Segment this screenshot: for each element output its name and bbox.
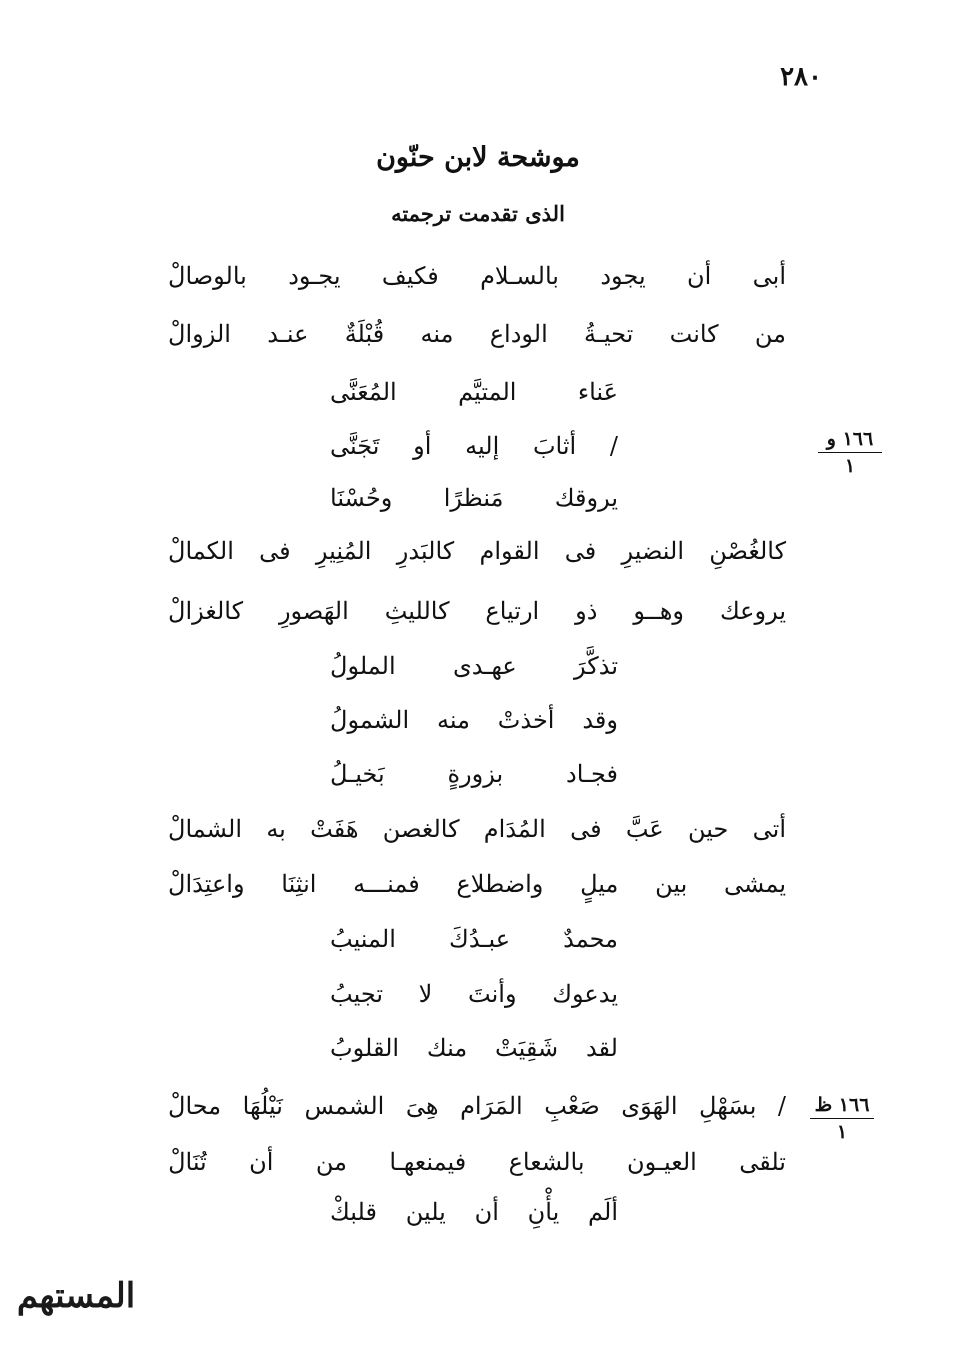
poem-word: به: [266, 815, 286, 843]
poem-word: قلبكْ: [330, 1198, 377, 1226]
poem-word: منك: [426, 1034, 468, 1062]
poem-word: فجـاد: [566, 760, 618, 788]
poem-word: الشمولُ: [330, 706, 410, 734]
poem-word: كالغصن: [382, 815, 460, 843]
poem-word: بالسـلام: [480, 262, 559, 290]
poem-word: واضطلاع: [456, 870, 544, 898]
poem-word: عبـدُكَ: [449, 925, 511, 953]
poem-word: أتى: [752, 815, 786, 843]
poem-word: هِىَ: [405, 1092, 439, 1120]
poem-word: العيـون: [626, 1148, 697, 1176]
library-logo: المستهم: [16, 1276, 136, 1316]
poem-word: تذكَّرَ: [574, 652, 618, 680]
poem-word: تُنَالْ: [168, 1148, 207, 1176]
folio-marker: [818, 428, 882, 477]
poem-word: كانت: [669, 320, 719, 348]
poem-word: الهَوَى: [621, 1092, 678, 1120]
poem-word: عَناء: [577, 378, 618, 406]
poem-word: الملولُ: [330, 652, 396, 680]
poem-word: يروعك: [719, 597, 786, 625]
poem-word: فى: [564, 537, 597, 565]
poem-word: يمشى: [724, 870, 786, 898]
poem-word: أبى: [752, 262, 786, 290]
poem-word: كالغزالْ: [168, 597, 244, 625]
poem-word: منه: [420, 320, 454, 348]
poem-word: بالشعاع: [508, 1148, 585, 1176]
poem-word: لا: [418, 980, 433, 1008]
poem-word: ميلٍ: [580, 870, 619, 898]
poem-line: [330, 378, 618, 406]
poem-word: فى: [259, 537, 291, 565]
poem-word: مَنظرًا: [443, 484, 504, 512]
poem-line: [330, 1198, 618, 1226]
folio-marker-bottom: ١: [836, 1121, 848, 1143]
poem-word: يدعوك: [552, 980, 618, 1008]
poem-word: أن: [686, 262, 712, 290]
poem-word: النضيرِ: [621, 537, 685, 565]
poem-word: محمدٌ: [563, 925, 618, 953]
poem-word: يأْنِ: [527, 1198, 560, 1226]
poem-line: [168, 597, 786, 625]
poem-line: [330, 760, 618, 788]
poem-word: أن: [474, 1198, 499, 1226]
poem-word: يجـود: [288, 262, 341, 290]
poem-word: تَجَنَّى: [330, 432, 380, 460]
poem-word: حين: [688, 815, 729, 843]
poem-word: الهَصورِ: [278, 597, 349, 625]
poem-word: المُنِيرِ: [315, 537, 372, 565]
poem-line: [168, 1148, 786, 1176]
poem-word: القوام: [479, 537, 540, 565]
poem-word: فيمنعهـا: [389, 1148, 467, 1176]
poem-word: ذو: [575, 597, 598, 625]
poem-word: كالغُصْنِ: [709, 537, 786, 565]
poem-word: الشمالْ: [168, 815, 243, 843]
poem-word: يلين: [405, 1198, 446, 1226]
poem-word: المتيَّم: [458, 378, 517, 406]
poem-word: وحُسْنَا: [330, 484, 393, 512]
poem-word: ارتياع: [485, 597, 540, 625]
poem-word: فمنـــه: [353, 870, 420, 898]
poem-word: وأنتَ: [468, 980, 517, 1008]
poem-word: من: [754, 320, 786, 348]
poem-word: عهـدى: [452, 652, 517, 680]
poem-word: أن: [249, 1148, 274, 1176]
poem-word: صَعْبِ: [544, 1092, 600, 1120]
poem-word: واعتِدَالْ: [168, 870, 245, 898]
poem-word: بزورةٍ: [447, 760, 504, 788]
poem-word: هَفَتْ: [310, 815, 359, 843]
poem-word: انثِنَا: [281, 870, 317, 898]
poem-word: عنـد: [267, 320, 309, 348]
poem-word: لقد: [585, 1034, 618, 1062]
poem-word: المنيبُ: [330, 925, 396, 953]
poem-line: [330, 980, 618, 1008]
poem-word: /: [777, 1092, 786, 1120]
poem-word: بَخيـلُ: [330, 760, 385, 788]
poem-word: الكمالْ: [168, 537, 234, 565]
poem-word: منه: [436, 706, 470, 734]
folio-marker: [810, 1094, 874, 1143]
poem-line: [168, 870, 786, 898]
poem-word: الزوالْ: [168, 320, 231, 348]
poem-word: تجيبُ: [330, 980, 383, 1008]
poem-word: يروقك: [554, 484, 618, 512]
poem-line: [330, 652, 618, 680]
poem-line: [168, 815, 786, 843]
poem-word: القلوبُ: [330, 1034, 400, 1062]
poem-word: ألَم: [588, 1198, 618, 1226]
poem-subtitle: الذى تقدمت ترجمته: [391, 201, 565, 226]
poem-line: [168, 1092, 786, 1120]
poem-word: فى: [570, 815, 602, 843]
poem-word: يجود: [600, 262, 646, 290]
poem-line: [330, 484, 618, 512]
poem-word: قُبْلَةٌ: [344, 320, 385, 348]
poem-word: الوداع: [489, 320, 548, 348]
page-number: ٢٨٠: [780, 62, 822, 92]
poem-word: المُعَنَّى: [330, 378, 397, 406]
poem-word: بين: [655, 870, 688, 898]
poem-word: المُدَام: [483, 815, 546, 843]
poem-word: وقد: [582, 706, 618, 734]
poem-word: بالوصالْ: [168, 262, 247, 290]
poem-line: [330, 1034, 618, 1062]
poem-line: [168, 537, 786, 565]
poem-word: تحيـةُ: [584, 320, 634, 348]
poem-word: وهــو: [633, 597, 685, 625]
poem-line: [330, 706, 618, 734]
poem-word: بسَهْلِ: [699, 1092, 757, 1120]
poem-word: أو: [413, 432, 432, 460]
poem-line: [168, 262, 786, 290]
poem-word: تلقى: [739, 1148, 786, 1176]
poem-word: شَقِيَتْ: [495, 1034, 559, 1062]
poem-word: /: [609, 432, 618, 460]
poem-word: إليه: [465, 432, 500, 460]
poem-line: [168, 320, 786, 348]
poem-word: المَرَام: [460, 1092, 523, 1120]
folio-marker-top: ١٦٦ ظ: [810, 1094, 874, 1119]
poem-word: من: [315, 1148, 347, 1176]
poem-word: نَيْلُهَا: [242, 1092, 283, 1120]
folio-marker-bottom: ١: [844, 455, 856, 477]
folio-marker-top: ١٦٦ و: [818, 428, 882, 453]
poem-word: الشمس: [304, 1092, 385, 1120]
poem-word: أخذتْ: [497, 706, 555, 734]
poem-word: فكيف: [381, 262, 439, 290]
poem-line: [330, 925, 618, 953]
poem-word: عَبَّ: [625, 815, 664, 843]
poem-word: كالبَدرِ: [396, 537, 455, 565]
poem-word: أثابَ: [532, 432, 577, 460]
poem-word: محالْ: [168, 1092, 222, 1120]
poem-title: موشحة لابن حنّون: [376, 142, 580, 173]
poem-word: كالليثِ: [384, 597, 450, 625]
poem-line: [330, 432, 618, 460]
